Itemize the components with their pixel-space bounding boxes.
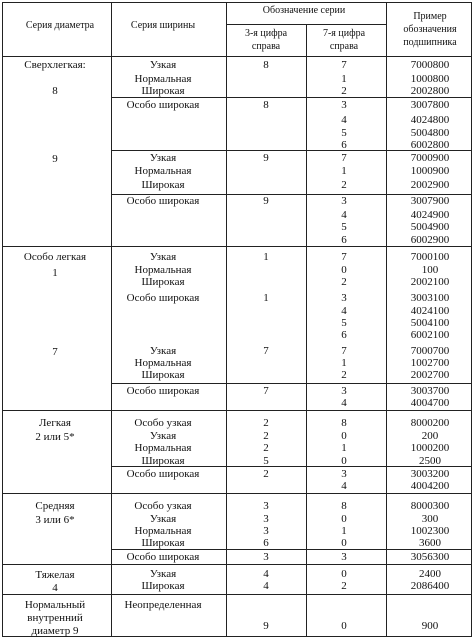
seventh-digit-cell: 2: [341, 179, 347, 191]
width-cell: Особо широкая: [126, 292, 200, 304]
example-cell: 1000200: [410, 442, 450, 454]
third-digit-cell: 5: [263, 455, 269, 467]
seventh-digit-cell: 6: [341, 139, 347, 151]
width-cell: Широкая: [141, 455, 185, 467]
seventh-digit-cell: 6: [341, 234, 347, 246]
width-cell: Узкая: [149, 345, 177, 357]
seventh-digit-cell: 5: [341, 221, 347, 233]
example-cell: 3003200: [410, 468, 450, 480]
example-cell: 1000900: [410, 165, 450, 177]
seventh-digit-cell: 7: [341, 59, 347, 71]
third-digit-cell: 2: [263, 468, 269, 480]
third-digit-cell: 3: [263, 551, 269, 563]
width-cell: Неопределенная: [124, 599, 202, 611]
seventh-digit-cell: 4: [341, 209, 347, 221]
header-seventh-digit-line2: справа: [329, 41, 359, 52]
seventh-digit-cell: 3: [341, 468, 347, 480]
third-digit-cell: 9: [263, 152, 269, 164]
diameter-extralight-1: 1: [52, 267, 58, 279]
example-cell: 1000800: [410, 73, 450, 85]
diameter-light: Легкая: [39, 417, 71, 429]
width-cell: Широкая: [141, 537, 185, 549]
third-digit-cell: 3: [263, 525, 269, 537]
diameter-superlight-9: 9: [52, 153, 58, 165]
seventh-digit-cell: 1: [341, 73, 347, 85]
third-digit-cell: 8: [263, 59, 269, 71]
example-cell: 3056300: [410, 551, 450, 563]
diameter-normal-inner-line1: Нормальный: [24, 599, 86, 611]
seventh-digit-cell: 7: [341, 152, 347, 164]
example-cell: 7000700: [410, 345, 450, 357]
seventh-digit-cell: 3: [341, 551, 347, 563]
example-cell: 2002800: [410, 85, 450, 97]
diameter-superlight-8: 8: [52, 85, 58, 97]
diameter-normal-inner-line3: диаметр 9: [31, 625, 79, 637]
width-cell: Особо широкая: [126, 385, 200, 397]
width-cell: Узкая: [149, 430, 177, 442]
header-example-line1: Пример: [413, 11, 447, 22]
header-example-line2: обозначения: [403, 24, 457, 35]
seventh-digit-cell: 4: [341, 305, 347, 317]
width-cell: Нормальная: [134, 73, 192, 85]
example-cell: 1002700: [410, 357, 450, 369]
seventh-digit-cell: 1: [341, 525, 347, 537]
example-cell: 2086400: [410, 580, 450, 592]
seventh-digit-cell: 8: [341, 500, 347, 512]
example-cell: 3007800: [410, 99, 450, 111]
seventh-digit-cell: 3: [341, 99, 347, 111]
example-cell: 4004200: [410, 480, 450, 492]
seventh-digit-cell: 0: [341, 264, 347, 276]
seventh-digit-cell: 0: [341, 620, 347, 632]
diameter-heavy: Тяжелая: [35, 569, 75, 581]
header-diameter-series: Серия диаметра: [25, 20, 95, 31]
example-cell: 2002700: [410, 369, 450, 381]
third-digit-cell: 2: [263, 442, 269, 454]
third-digit-cell: 4: [263, 568, 269, 580]
third-digit-cell: 3: [263, 513, 269, 525]
third-digit-cell: 2: [263, 430, 269, 442]
header-third-digit-line2: справа: [251, 41, 281, 52]
rule-left: [2, 2, 3, 636]
example-cell: 7000900: [410, 152, 450, 164]
seventh-digit-cell: 3: [341, 385, 347, 397]
width-cell: Нормальная: [134, 165, 192, 177]
example-cell: 100: [421, 264, 439, 276]
example-cell: 7000100: [410, 251, 450, 263]
width-cell: Узкая: [149, 59, 177, 71]
seventh-digit-cell: 5: [341, 127, 347, 139]
seventh-digit-cell: 6: [341, 329, 347, 341]
width-cell: Широкая: [141, 369, 185, 381]
seventh-digit-cell: 2: [341, 85, 347, 97]
diameter-medium-sub: 3 или 6*: [35, 514, 75, 526]
rule-group: [2, 246, 472, 247]
example-cell: 1002300: [410, 525, 450, 537]
diameter-heavy-sub: 4: [52, 582, 58, 594]
seventh-digit-cell: 0: [341, 430, 347, 442]
example-cell: 4024100: [410, 305, 450, 317]
third-digit-cell: 4: [263, 580, 269, 592]
diameter-superlight: Сверхлегкая:: [24, 59, 86, 71]
example-cell: 900: [421, 620, 439, 632]
third-digit-cell: 1: [263, 251, 269, 263]
third-digit-cell: 9: [263, 195, 269, 207]
example-cell: 6002100: [410, 329, 450, 341]
seventh-digit-cell: 3: [341, 292, 347, 304]
example-cell: 4024900: [410, 209, 450, 221]
third-digit-cell: 3: [263, 500, 269, 512]
example-cell: 6002900: [410, 234, 450, 246]
width-cell: Нормальная: [134, 357, 192, 369]
example-cell: 300: [421, 513, 439, 525]
width-cell: Нормальная: [134, 264, 192, 276]
seventh-digit-cell: 0: [341, 537, 347, 549]
third-digit-cell: 8: [263, 99, 269, 111]
example-cell: 4024800: [410, 114, 450, 126]
width-cell: Узкая: [149, 251, 177, 263]
width-cell: Нормальная: [134, 525, 192, 537]
width-cell: Нормальная: [134, 442, 192, 454]
width-cell: Особо узкая: [134, 500, 192, 512]
example-cell: 3003700: [410, 385, 450, 397]
diameter-medium: Средняя: [35, 500, 75, 512]
example-cell: 5004800: [410, 127, 450, 139]
header-example-line3: подшипника: [403, 37, 457, 48]
example-cell: 2400: [419, 568, 441, 580]
header-designation-group: Обозначение серии: [262, 5, 346, 16]
header-width-series: Серия ширины: [130, 20, 196, 31]
header-third-digit-line1: 3-я цифра: [244, 28, 288, 39]
example-cell: 8000200: [410, 417, 450, 429]
third-digit-cell: 1: [263, 292, 269, 304]
seventh-digit-cell: 3: [341, 195, 347, 207]
seventh-digit-cell: 0: [341, 513, 347, 525]
width-cell: Особо широкая: [126, 551, 200, 563]
seventh-digit-cell: 8: [341, 417, 347, 429]
seventh-digit-cell: 5: [341, 317, 347, 329]
seventh-digit-cell: 4: [341, 397, 347, 409]
seventh-digit-cell: 7: [341, 345, 347, 357]
example-cell: 2500: [419, 455, 441, 467]
seventh-digit-cell: 0: [341, 455, 347, 467]
seventh-digit-cell: 0: [341, 568, 347, 580]
rule-subgroup: [111, 549, 472, 550]
example-cell: 3600: [419, 537, 441, 549]
width-cell: Узкая: [149, 568, 177, 580]
seventh-digit-cell: 7: [341, 251, 347, 263]
rule-group: [2, 594, 472, 595]
third-digit-cell: 7: [263, 385, 269, 397]
width-cell: Особо узкая: [134, 417, 192, 429]
example-cell: 3003100: [410, 292, 450, 304]
width-cell: Узкая: [149, 152, 177, 164]
rule-group: [2, 493, 472, 494]
example-cell: 4004700: [410, 397, 450, 409]
rule-header-bottom: [2, 56, 472, 57]
seventh-digit-cell: 4: [341, 114, 347, 126]
example-cell: 5004900: [410, 221, 450, 233]
rule-group: [2, 410, 472, 411]
example-cell: 5004100: [410, 317, 450, 329]
example-cell: 7000800: [410, 59, 450, 71]
seventh-digit-cell: 2: [341, 369, 347, 381]
example-cell: 200: [421, 430, 439, 442]
width-cell: Широкая: [141, 580, 185, 592]
width-cell: Широкая: [141, 276, 185, 288]
width-cell: Узкая: [149, 513, 177, 525]
third-digit-cell: 7: [263, 345, 269, 357]
width-cell: Широкая: [141, 85, 185, 97]
width-cell: Широкая: [141, 179, 185, 191]
width-cell: Особо широкая: [126, 195, 200, 207]
example-cell: 2002900: [410, 179, 450, 191]
third-digit-cell: 6: [263, 537, 269, 549]
diameter-light-sub: 2 или 5*: [35, 431, 75, 443]
example-cell: 2002100: [410, 276, 450, 288]
diameter-extralight: Особо легкая: [23, 251, 87, 263]
seventh-digit-cell: 2: [341, 580, 347, 592]
third-digit-cell: 9: [263, 620, 269, 632]
width-cell: Особо широкая: [126, 468, 200, 480]
example-cell: 3007900: [410, 195, 450, 207]
rule-col-3: [306, 24, 307, 636]
rule-subgroup: [111, 383, 472, 384]
width-cell: Особо широкая: [126, 99, 200, 111]
header-seventh-digit-line1: 7-я цифра: [322, 28, 366, 39]
diameter-extralight-7: 7: [52, 346, 58, 358]
seventh-digit-cell: 1: [341, 165, 347, 177]
third-digit-cell: 2: [263, 417, 269, 429]
seventh-digit-cell: 1: [341, 357, 347, 369]
diameter-normal-inner-line2: внутренний: [27, 612, 83, 624]
seventh-digit-cell: 2: [341, 276, 347, 288]
seventh-digit-cell: 1: [341, 442, 347, 454]
rule-group: [2, 564, 472, 565]
seventh-digit-cell: 4: [341, 480, 347, 492]
rule-subgroup: [111, 97, 472, 98]
example-cell: 8000300: [410, 500, 450, 512]
example-cell: 6002800: [410, 139, 450, 151]
rule-top: [2, 2, 472, 3]
